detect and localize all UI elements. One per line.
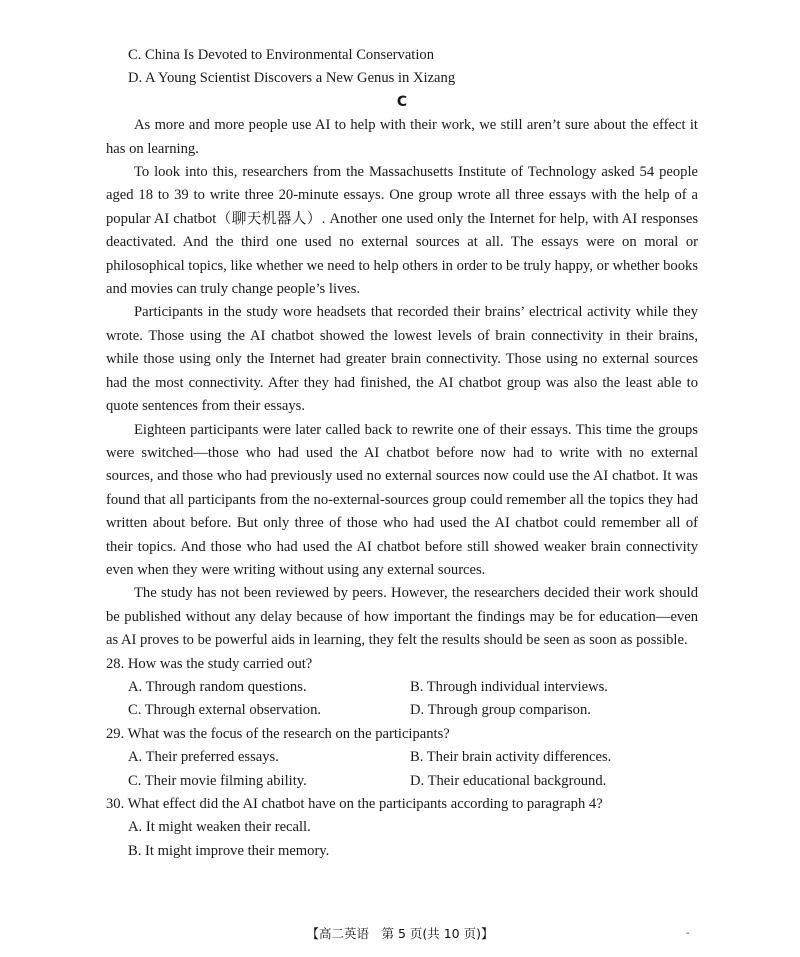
corner-mark: - [686, 928, 690, 939]
choice-b: B. It might improve their memory. [128, 842, 330, 859]
choice-a: A. Through random questions. [128, 678, 307, 695]
choice-c: C. Their movie filming ability. [128, 772, 307, 789]
question-stem: 29. What was the focus of the research on the participants? [106, 725, 450, 742]
question-choices [106, 746, 698, 793]
passage-paragraph-5: The study has not been reviewed by peers. However, the researchers decided their work should be published without any delay because of how important the findings may be for education—even as AI proves to be powerful aids in learning, they felt the results should be seen as soon as possible. [106, 585, 698, 649]
section-heading: C [396, 93, 408, 110]
question-choices [106, 676, 698, 723]
question-29 [106, 723, 698, 793]
choice-c: C. Through external observation. [128, 702, 322, 719]
previous-option-d: D. A Young Scientist Discovers a New Genus in Xizang [128, 70, 456, 87]
passage-paragraph-3: Participants in the study wore headsets that recorded their brains’ electrical activity while they wrote. Those using the AI chatbot showed the lowest levels of brain connectivity in their brains, while those using only the Internet had greater brain connectivity. Those using no external sources had the most connectivity. After they had finished, the AI chatbot group was also the least able to quote sentences from their essays. [106, 304, 698, 415]
question-stem: 30. What effect did the AI chatbot have on the participants according to paragraph 4? [106, 796, 603, 812]
question-30 [106, 793, 698, 863]
question-stem: 28. How was the study carried out? [106, 655, 313, 672]
page-footer: 【高二英语 第 5 页(共 10 页)】 [306, 926, 494, 941]
choice-d: D. Their educational background. [410, 772, 607, 789]
previous-option-c: C. China Is Devoted to Environmental Conservation [128, 47, 435, 63]
choice-a: A. Their preferred essays. [128, 749, 279, 766]
passage-paragraph-2: To look into this, researchers from the Massachusetts Institute of Technology asked 54 people aged 18 to 39 to write three 20-minute essays. One group wrote all three essays with the help of a popular AI chatbot（聊天机器人）. Another one used only the Internet for help, with AI responses deactivated. And the third one used no external sources at all. The essays were on moral or philosophical topics, like whether we need to help others in order to be truly happy, or whether books and movies can truly change people’s lives. [106, 164, 698, 298]
choice-a: A. It might weaken their recall. [128, 819, 311, 836]
passage-paragraph-4: Eighteen participants were later called back to rewrite one of their essays. This time the groups were switched—those who had used the AI chatbot before now had to write with no external sources, and those who had previously used no external sources now could use the AI chatbot. It was found that all participants from the no-external-sources group could remember all the topics they had written about before. But only three of those who had used the AI chatbot could remember all of their topics. And those who had used the AI chatbot before still showed weaker brain connectivity even when they were writing without using any external sources. [106, 421, 698, 578]
exam-page [106, 44, 698, 863]
passage-paragraph-1: As more and more people use AI to help with their work, we still aren’t sure about the effect it has on learning. [106, 117, 698, 157]
question-28 [106, 653, 698, 723]
choice-b: B. Through individual interviews. [410, 678, 608, 695]
choice-d: D. Through group comparison. [410, 702, 591, 719]
choice-b: B. Their brain activity differences. [410, 749, 612, 766]
